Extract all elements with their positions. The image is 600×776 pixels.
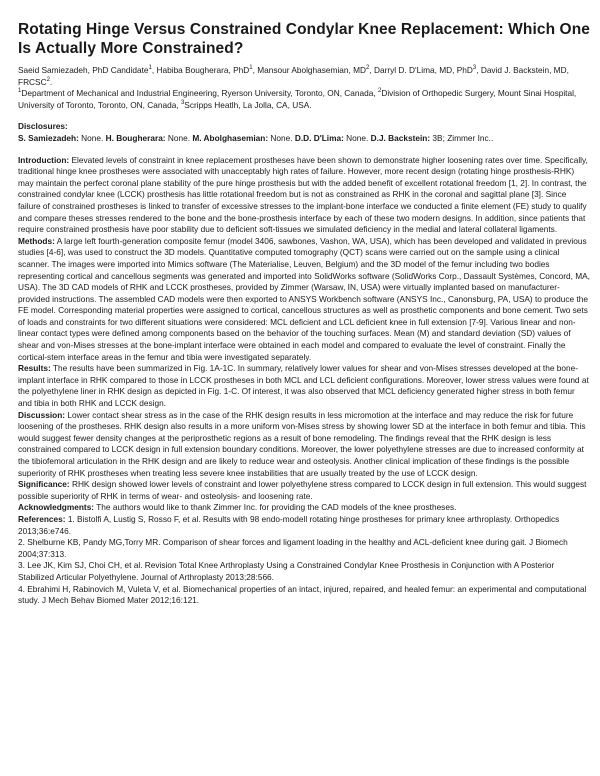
references-label: References: <box>18 513 66 524</box>
disclosure-value: None. <box>165 132 193 143</box>
section-text: The results have been summarized in Fig. 1A-1C. In summary, relatively lower values for shear and von-Mises stresses developed at the bone-implant interface in RHK compared to those in LCCK prostheses in both MCL and LCL deficient configurations. Moreover, lower stress values were found at the polyethylene liner in RHK design as depicted in Fig. 1-C. Of interest, it was also observed that MCL deficiency generated higher stress in both femur and tibia in both RHK and LCCK design. <box>18 363 589 409</box>
author-name: David J. Backstein, MD, FRCSC <box>18 65 569 87</box>
section-label: Significance: <box>18 479 70 490</box>
affiliation-text: Department of Mechanical and Industrial Engineering, Ryerson University, Toronto, ON, Canada, <box>21 88 378 99</box>
disclosure-value: None. <box>343 132 371 143</box>
section-text: Lower contact shear stress as in the case of the RHK design results in less micromotion at the interface and may reduce the risk for future loosening of the prostheses. RHK design also results in a more uniform von-Mises stress by showing lower SD at the interface in both femur and tibia. This would suggest fewer density changes at the periprosthetic regions as a result of bone remodeling. The findings reveal that the RHK design is less constrained compared to LCCK design in full extension boundary conditions. Moreover, the lower polyethylene stresses are due to increased conformity at the tibiofemoral articulation in the RHK design and are likely to reduce wear and osteolysis. Another clinical implication of these findings is the possible superiority of RHK prostheses when treating less severe knee instabilities that are usually treated by the use of LCCK design. <box>18 409 586 478</box>
discussion-section <box>18 410 590 480</box>
section-label: Methods: <box>18 235 55 246</box>
disclosure-name: S. Samiezadeh: <box>18 132 79 143</box>
section-label: Discussion: <box>18 409 66 420</box>
acknowledgments-section <box>18 502 590 514</box>
reference-item: 4. Ebrahimi H, Rabinovich M, Vuleta V, et al. Biomechanical properties of an intact, injured, repaired, and healed femur: an experimental and computational study. J Mech Behav Biomed Mater 2012;16:121. <box>18 583 587 606</box>
author-affiliation-mark: 1 <box>249 65 253 72</box>
author-name: Saeid Samiezadeh, PhD Candidate <box>18 65 149 75</box>
affiliation-number: 3 <box>180 100 185 107</box>
results-section <box>18 363 590 409</box>
section-label: Acknowledgments: <box>18 502 95 513</box>
methods-section <box>18 236 590 364</box>
author-affiliation-mark: 1 <box>148 65 152 72</box>
disclosure-name: D.J. Backstein: <box>370 132 431 143</box>
section-text: A large left fourth-generation composite femur (model 3406, sawbones, Vashon, WA, USA), which has been developed and validated in previous studies [4-6], was used to construct the 3D models. Quantitative computed tomography (QCT) scans were carried out on the sample using a clinical scanner. The images were imported into Mimics software (The Materialise, Leuven, Belgium) and the 3D model of the femur including two bodies representing cortical and cancellous segments was generated and imported into SolidWorks software (SolidWorks Corp., Dassault Systèmes, Concord, MA, USA). The 3D CAD models of RHK and LCCK prostheses, provided by Zimmer (Warsaw, IN, USA) were virtually implanted based on manufacturer-provided instructions. The assembled CAD models were then exported to ANSYS Workbench software (ANSYS Inc., Canonsburg, PA, USA) to produce the FE model. Corresponding material properties were assigned to cortical, cancellous structures as well as prosthetic components and bone cement. Two sets of loads and constraints for two different situations were considered: MCL deficient and LCL deficient knee in full extension [7-9]. Various linear and non-linear contact types were defined among components based on the behavior of the touching surfaces. Mean (M) and standard deviation (SD) values of shear and von-Mises stresses at the bone-implant interface were obtained in each model and compared to evaluate the level of constraint. Finally the cortical-stem interface areas in the femur and tibia were investigated separately. <box>18 235 590 362</box>
author-name: Mansour Abolghasemian, MD <box>257 65 367 75</box>
affiliation-text: Division of Orthopedic Surgery, Mount Sinai Hospital, University of Toronto, Toronto, ON, Canada, <box>18 88 577 110</box>
affiliation-number: 1 <box>18 88 22 95</box>
introduction-section <box>18 155 590 236</box>
reference-item <box>18 514 590 537</box>
author-affiliation-mark: 2 <box>366 65 370 72</box>
reference-item: 3. Lee JK, Kim SJ, Choi CH, et al. Revision Total Knee Arthroplasty Using a Constrained Condylar Knee Prosthesis in Conjunction with A Posterior Stabilized Articular Polyethylene. Journal of Arthroplasty 2013;28:566. <box>18 560 555 582</box>
section-label: Introduction: <box>18 154 70 165</box>
section-text: The authors would like to thank Zimmer Inc. for providing the CAD models of the knee prostheses. <box>94 502 457 513</box>
author-affiliation-mark: 3 <box>472 65 477 72</box>
article-title: Rotating Hinge Versus Constrained Condylar Knee Replacement: Which One Is Actually More Constrained? <box>18 21 590 57</box>
author-name: Darryl D. D'Lima, MD, PhD <box>374 65 473 75</box>
section-label: Results: <box>18 363 51 374</box>
section-text: Elevated levels of constraint in knee replacement prostheses have been shown to demonstrate higher loosening rates over time. Specifically, traditional hinge knee prostheses were associated with unacceptably high rates of failure. However, more recent design (rotating hinge prosthesis-RHK) may maintain the perfect coronal plane stability of the pure hinge prosthesis but with the added benefit of excellent rotational freedom [1, 2]. In contrast, the constrained condylar knee (LCCK) prosthesis has little rotational freedom but is not as constrained as RHK in the coronal and sagittal plane [3]. Since failure of constrained prostheses is linked to transfer of excessive stresses to the implant-bone interface we conducted a finite element (FE) study to qualify and compare theses stresses rendered to the bone and the bone-prosthesis interface by each of these two modern designs. In addition, since patients that require constrained prosthesis have poor stability due to deficient soft-tissues we simulated deficiency in the medial and lateral collateral ligaments. <box>18 154 588 235</box>
reference-text: 1. Bistolfi A, Lustig S, Rosso F, et al. Results with 98 endo-modell rotating hinge prostheses for primary knee arthroplasty. Orthopedics 2013;36:e746. <box>18 513 560 536</box>
disclosure-name: M. Abolghasemian: <box>192 132 269 143</box>
author-affiliation-mark: 2 <box>46 76 50 83</box>
disclosure-value: None. <box>268 132 295 143</box>
disclosure-value: None. <box>78 132 106 143</box>
affiliation-list <box>18 88 590 111</box>
author-name: Habiba Bougherara, PhD <box>156 65 250 75</box>
disclosure-name: D.D. D'Lima: <box>294 132 344 143</box>
significance-section <box>18 479 590 502</box>
reference-item: 2. Shelburne KB, Pandy MG,Torry MR. Comparison of shear forces and ligament loading in the healthy and ACL-deficient knee during gait. J Biomech 2004;37:313. <box>18 537 568 559</box>
disclosures-list <box>18 133 590 145</box>
references-list <box>18 514 590 607</box>
disclosure-value: 3B; Zimmer Inc.. <box>430 132 494 143</box>
disclosures-heading: Disclosures: <box>18 121 68 132</box>
affiliation-text: Scripps Heatlh, La Jolla, CA, USA. <box>184 99 312 110</box>
affiliation-number: 2 <box>377 88 382 95</box>
disclosure-name: H. Bougherara: <box>105 132 166 143</box>
author-list: Saeid Samiezadeh, PhD Candidate$^1$, Habiba Bougherara, PhD$^1$, Mansour Abolghasemian, $MD^2$, Darryl D. D'Lima, MD, PhD$^3$, David J. Backstein, MD, FRCSC$^2$. <box>18 65 569 87</box>
section-text: RHK design showed lower levels of constraint and lower polyethylene stress compared to LCCK design in full extension. This would suggest possible superiority of RHK in terms of wear- and osteolysis- and loosening rate. <box>18 479 587 501</box>
